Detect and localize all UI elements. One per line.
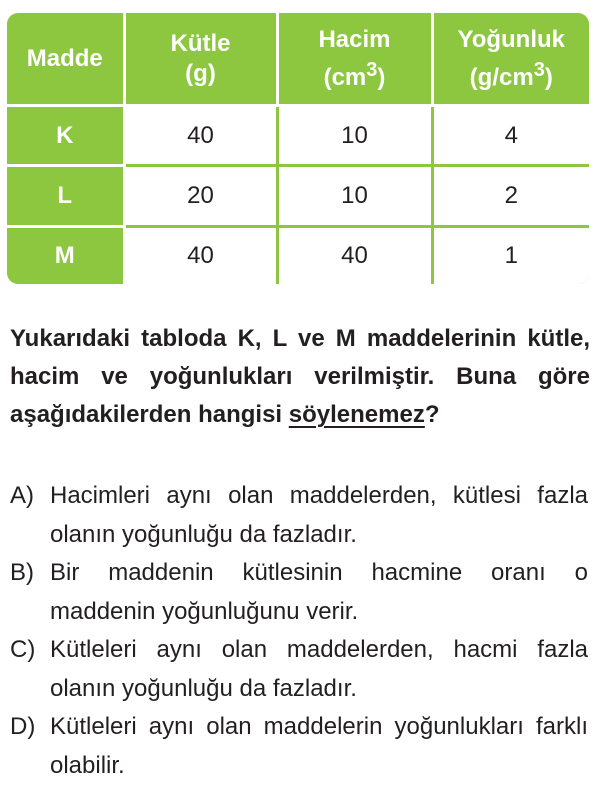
table-header-row xyxy=(7,13,589,106)
row-madde-cell: M xyxy=(7,226,124,284)
option-a[interactable] xyxy=(10,477,588,554)
table-row xyxy=(7,166,589,226)
option-b[interactable] xyxy=(10,554,588,631)
row-yogunluk-cell: 2 xyxy=(432,166,589,226)
row-madde-cell: L xyxy=(7,166,124,226)
table-row xyxy=(7,226,589,284)
option-d-letter: D) xyxy=(10,713,36,740)
question-underlined-word: söylenemez xyxy=(288,401,425,428)
header-kutle-label: Kütle xyxy=(170,29,231,57)
header-yogunluk-label: Yoğunluk xyxy=(457,25,566,53)
header-hacim-unit xyxy=(279,55,431,93)
row-kutle-cell: 40 xyxy=(124,226,277,284)
density-table xyxy=(7,13,589,284)
header-yogunluk-unit-sup: 3 xyxy=(533,58,545,81)
row-yogunluk-cell: 1 xyxy=(432,226,589,284)
header-yogunluk xyxy=(432,13,589,106)
header-yogunluk-unit-pre: (g/cm xyxy=(469,63,534,91)
row-madde-cell: K xyxy=(7,106,124,166)
option-b-letter: B) xyxy=(10,559,34,586)
header-madde xyxy=(7,13,124,106)
row-kutle-cell: 40 xyxy=(124,106,277,166)
question-mark: ? xyxy=(424,401,440,428)
option-c-letter: C) xyxy=(10,636,36,663)
answer-options xyxy=(10,477,588,785)
question-stem xyxy=(10,320,590,434)
row-hacim-cell: 10 xyxy=(277,106,432,166)
header-hacim-unit-sup: 3 xyxy=(366,58,378,81)
question-text: Yukarıdaki tabloda K, L ve M maddelerinin kütle, hacim ve yoğunlukları verilmiştir. Buna göre aşağıdakilerden hangisi xyxy=(10,325,590,428)
density-table-container xyxy=(7,13,589,284)
row-kutle-cell: 20 xyxy=(124,166,277,226)
header-hacim-label: Hacim xyxy=(318,25,391,53)
option-d[interactable] xyxy=(10,708,588,785)
option-a-letter: A) xyxy=(10,482,34,509)
header-hacim xyxy=(277,13,432,106)
header-madde-label: Madde xyxy=(26,44,103,72)
option-d-text: Kütleleri aynı olan maddelerin yoğunlukları farklı olabilir. xyxy=(50,713,588,779)
header-kutle-unit: (g) xyxy=(185,59,216,87)
table-row xyxy=(7,106,589,166)
option-c[interactable] xyxy=(10,631,588,708)
header-yogunluk-unit xyxy=(434,55,590,93)
row-yogunluk-cell: 4 xyxy=(432,106,589,166)
option-a-text: Hacimleri aynı olan maddelerden, kütlesi fazla olanın yoğunluğu da fazladır. xyxy=(50,482,588,548)
option-b-text: Bir maddenin kütlesinin hacmine oranı o maddenin yoğunluğunu verir. xyxy=(50,559,588,625)
header-yogunluk-unit-post: ) xyxy=(544,63,553,91)
header-kutle xyxy=(124,13,277,106)
option-c-text: Kütleleri aynı olan maddelerden, hacmi fazla olanın yoğunluğu da fazladır. xyxy=(50,636,588,702)
row-hacim-cell: 10 xyxy=(277,166,432,226)
header-hacim-unit-pre: (cm xyxy=(323,63,367,91)
header-hacim-unit-post: ) xyxy=(377,63,386,91)
row-hacim-cell: 40 xyxy=(277,226,432,284)
